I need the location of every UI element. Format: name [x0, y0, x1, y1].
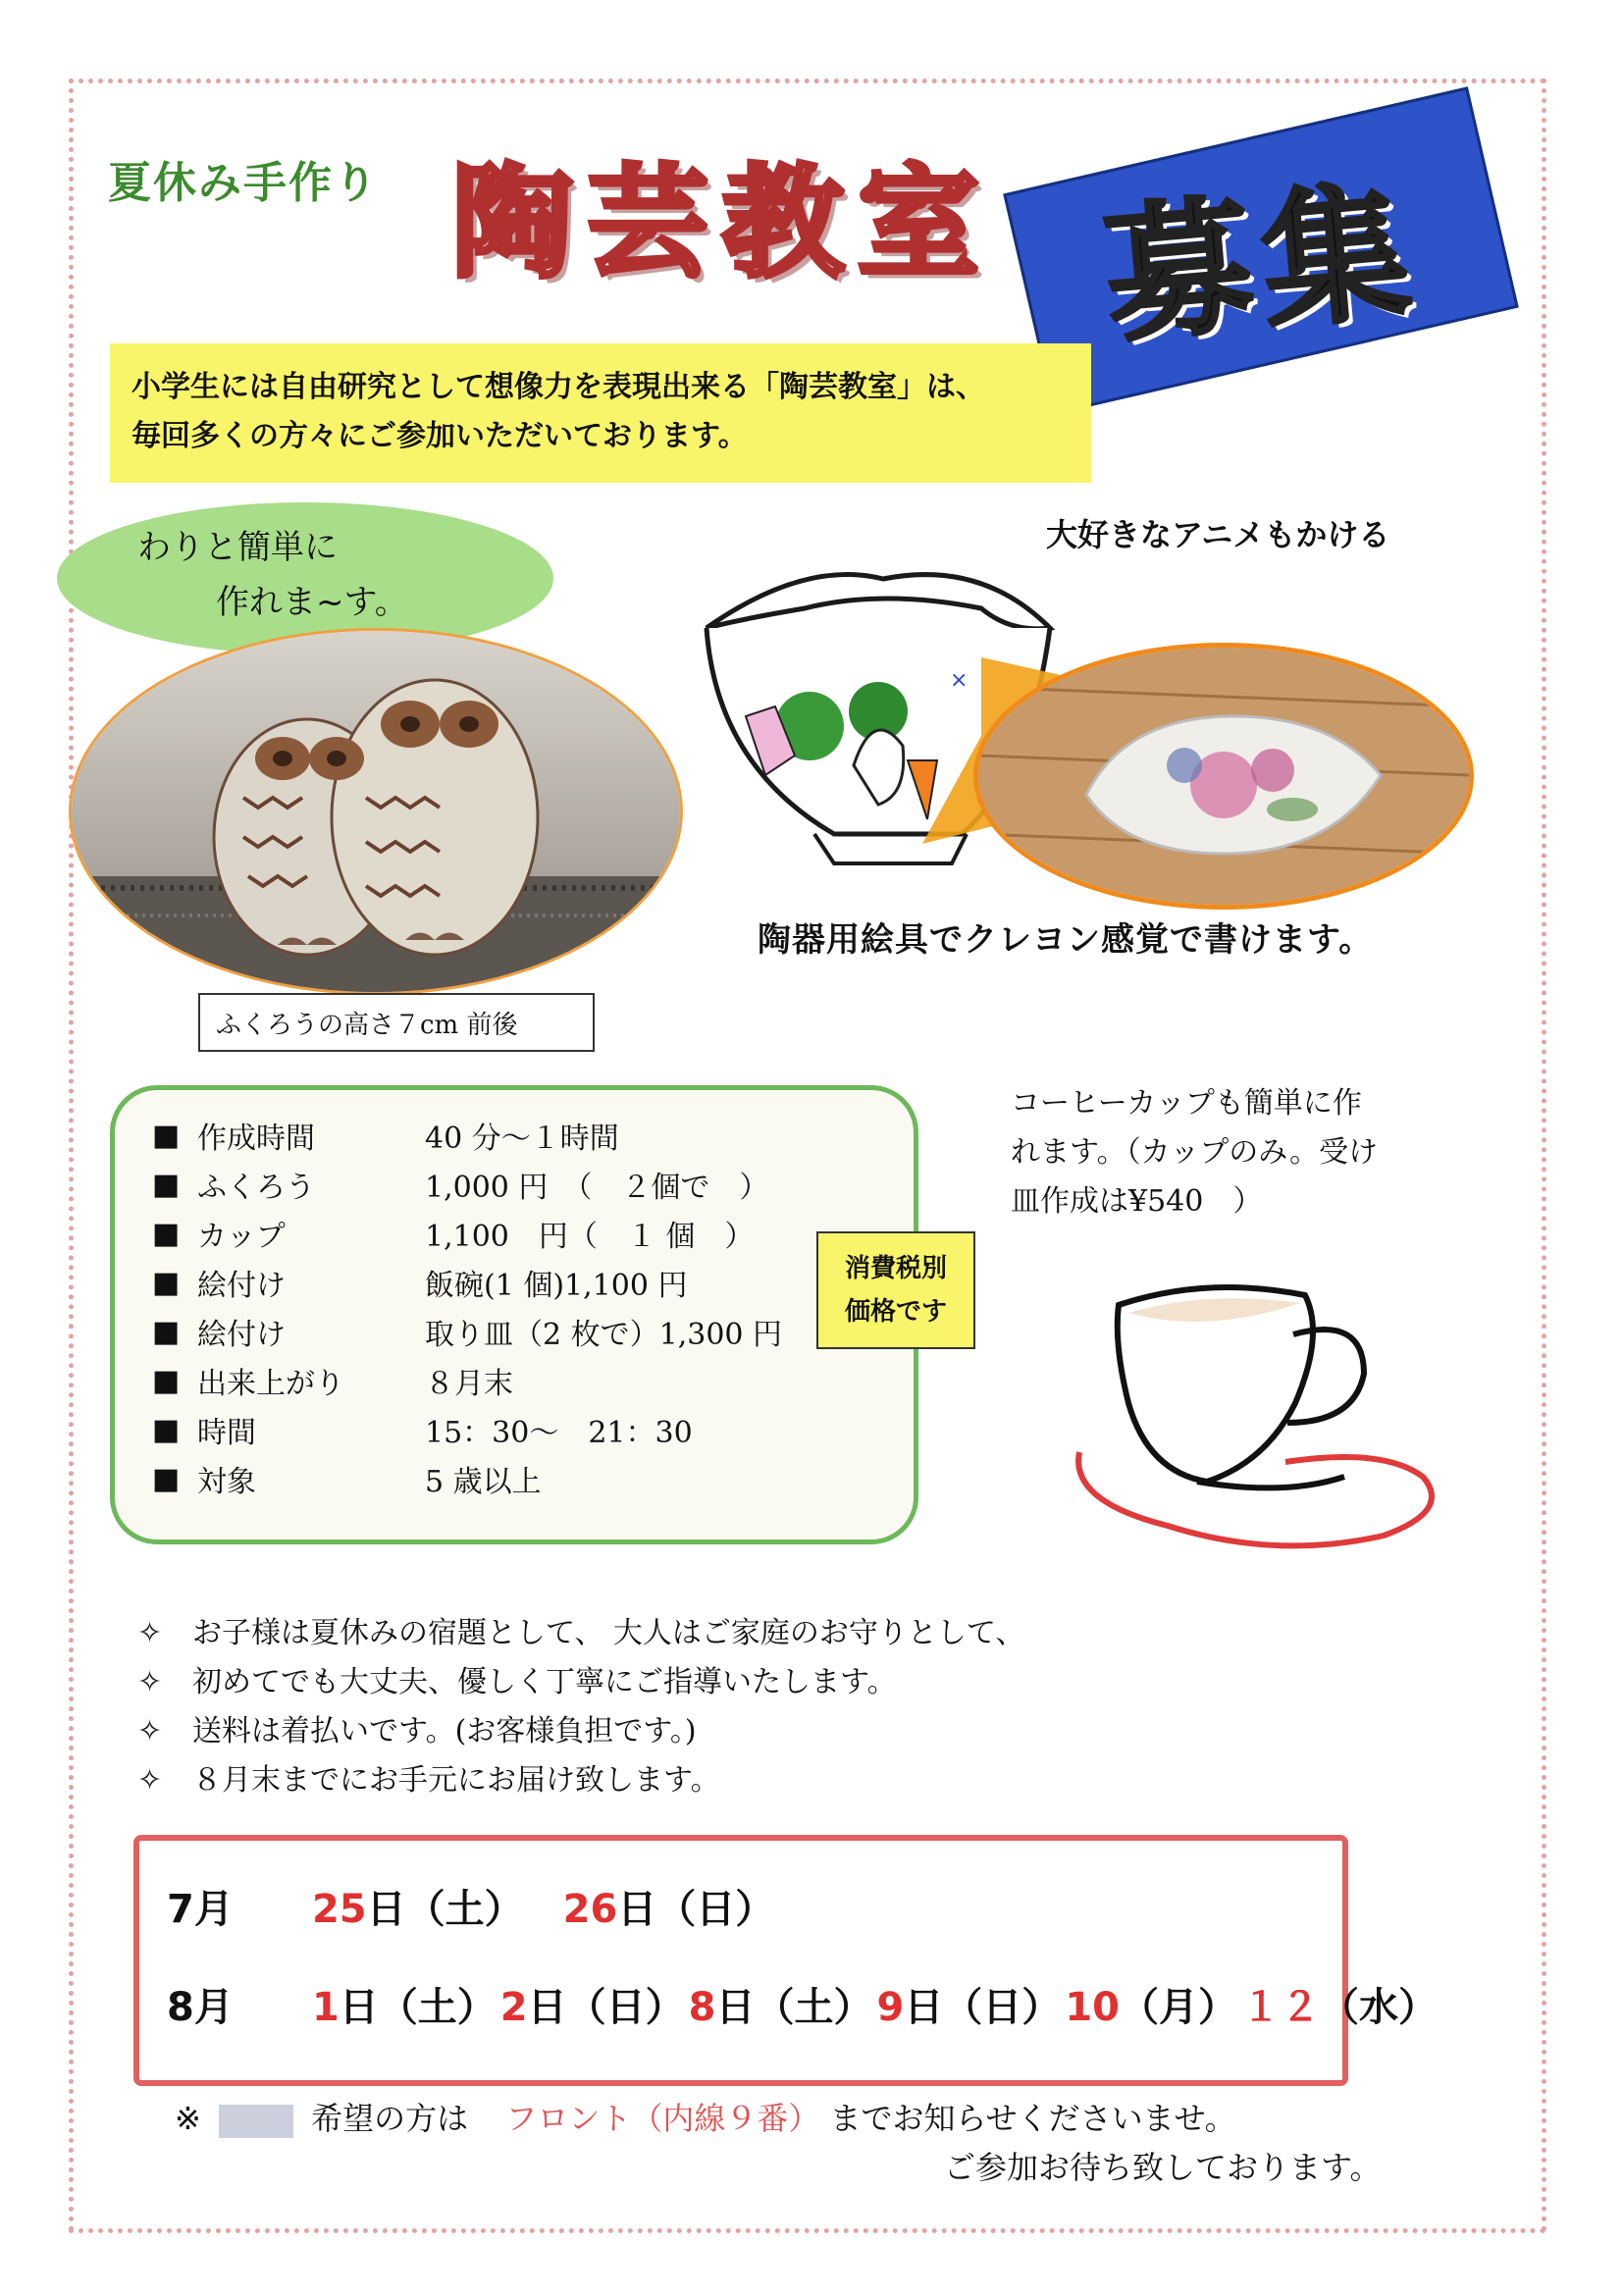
info-value: 15：30～ 21：30 — [425, 1416, 693, 1450]
footer-highlight: フロント（内線９番） — [505, 2100, 820, 2137]
coffee-line-1: コーヒーカップも簡単に作 — [1011, 1086, 1362, 1121]
redacted-block — [219, 2105, 293, 2138]
bubble-line-2: 作れま~す。 — [216, 583, 408, 622]
info-row — [152, 1210, 754, 1257]
info-key: 作成時間 — [197, 1122, 315, 1156]
info-key: 出来上がり — [197, 1367, 344, 1401]
footer-line-1 — [175, 2094, 1236, 2139]
july-days — [312, 1887, 813, 1932]
intro-box — [110, 343, 1091, 483]
bubble-line-1: わりと簡単に — [137, 528, 338, 567]
month-label: 8月 — [167, 1985, 234, 2030]
square-bullet-icon: ■ — [152, 1216, 181, 1251]
tax-note-line-2: 価格です — [844, 1297, 947, 1327]
info-value: 40 分～１時間 — [425, 1122, 619, 1156]
info-value: 5 歳以上 — [425, 1465, 542, 1499]
day-number: 9 — [876, 1985, 905, 2030]
schedule-day — [312, 1985, 497, 2030]
coffee-text — [1011, 1079, 1442, 1226]
info-box — [110, 1085, 918, 1544]
day-number: 8 — [688, 1985, 716, 2030]
speech-bubble-text — [137, 520, 408, 630]
square-bullet-icon: ■ — [152, 1118, 181, 1153]
info-row — [152, 1455, 542, 1502]
day-number: 10 — [1065, 1985, 1120, 2030]
note-text: 初めてでも大丈夫、優しく丁寧にご指導いたします。 — [192, 1665, 897, 1699]
note-item — [137, 1707, 1024, 1756]
info-key: 絵付け — [197, 1318, 286, 1352]
square-bullet-icon: ■ — [152, 1412, 181, 1447]
coffee-line-3: 皿作成は¥540 ） — [1011, 1184, 1263, 1219]
schedule-july — [167, 1878, 813, 1934]
schedule-day — [312, 1887, 524, 1932]
note-text: 送料は着払いです。(お客様負担です。) — [192, 1714, 697, 1748]
sparkle-bullet-icon: ✧ — [137, 1763, 163, 1798]
schedule-box — [133, 1835, 1438, 2086]
schedule-day — [500, 1985, 685, 2030]
sparkle-bullet-icon: ✧ — [137, 1665, 163, 1699]
sparkle-bullet-icon: ✧ — [137, 1616, 163, 1650]
tax-note — [816, 1231, 975, 1349]
recruiting-badge-text: 募集 — [1098, 165, 1427, 364]
day-weekday: （水） — [1319, 1985, 1438, 2030]
info-value: 取り皿（2 枚で）1,300 円 — [425, 1318, 783, 1352]
page-title: 陶芸教室 — [451, 152, 994, 294]
svg-text:×: × — [950, 668, 969, 693]
note-item — [137, 1658, 1024, 1707]
info-value: 1,000 円 （ ２個で ） — [425, 1171, 769, 1205]
square-bullet-icon: ■ — [152, 1363, 181, 1398]
subtitle: 夏休み手作り — [108, 158, 379, 208]
plate-photo-image — [978, 648, 1469, 905]
sparkle-bullet-icon: ✧ — [137, 1714, 163, 1748]
coffee-cup-drawing — [1060, 1276, 1452, 1560]
schedule-august — [167, 1976, 1441, 2032]
owl-photo — [69, 628, 683, 995]
day-weekday: 日（日） — [617, 1887, 775, 1932]
footer-mark: ※ — [175, 2100, 201, 2137]
day-number: 2 — [499, 1985, 528, 2030]
info-row — [152, 1161, 768, 1208]
note-text: ８月末までにお手元にお届け致します。 — [192, 1763, 720, 1798]
day-weekday: 日（土） — [339, 1985, 497, 2030]
tax-note-line-1: 消費税別 — [844, 1254, 947, 1283]
info-key: 時間 — [197, 1416, 256, 1450]
month-label: 7月 — [167, 1887, 234, 1932]
info-row — [152, 1406, 693, 1453]
schedule-day — [876, 1985, 1061, 2030]
info-row — [152, 1112, 619, 1159]
crayon-label: 陶器用絵具でクレヨン感覚で書けます。 — [758, 920, 1374, 960]
schedule-day — [689, 1985, 873, 2030]
square-bullet-icon: ■ — [152, 1265, 181, 1300]
square-bullet-icon: ■ — [152, 1314, 181, 1349]
info-row — [152, 1357, 513, 1404]
square-bullet-icon: ■ — [152, 1167, 181, 1202]
anime-label: 大好きなアニメもかける — [1046, 516, 1390, 553]
owl-caption: ふくろうの高さ７cm 前後 — [198, 993, 595, 1052]
day-weekday: 日（土） — [715, 1985, 873, 2030]
day-number: １２ — [1240, 1985, 1320, 2030]
footer-line-2: ご参加お待ち致しております。 — [944, 2149, 1382, 2186]
day-weekday: 日（日） — [527, 1985, 685, 2030]
notes-list — [137, 1609, 1024, 1805]
schedule-day — [1241, 1985, 1438, 2030]
schedule-day — [1065, 1985, 1237, 2030]
notes-rows — [137, 1609, 1024, 1805]
info-key: カップ — [197, 1220, 286, 1254]
intro-line-1: 小学生には自由研究として想像力を表現出来る「陶芸教室」は、 — [131, 370, 985, 404]
info-value: 飯碗(1 個)1,100 円 — [425, 1269, 688, 1303]
intro-line-2: 毎回多くの方々にご参加いただいております。 — [131, 419, 748, 453]
coffee-line-2: れます。（カップのみ。受け — [1011, 1135, 1379, 1170]
day-number: 1 — [311, 1985, 340, 2030]
owl-photo-image — [72, 631, 680, 992]
august-days — [312, 1985, 1441, 2030]
square-bullet-icon: ■ — [152, 1461, 181, 1496]
day-weekday: 日（土） — [366, 1887, 524, 1932]
day-number: 26 — [562, 1887, 618, 1932]
day-weekday: 日（日） — [904, 1985, 1062, 2030]
info-value: 1,100 円（ １ 個 ） — [425, 1220, 755, 1254]
info-value: ８月末 — [425, 1367, 513, 1401]
schedule-day — [563, 1887, 775, 1932]
info-row — [152, 1308, 782, 1355]
info-key: 絵付け — [197, 1269, 286, 1303]
footer-pre: 希望の方は — [311, 2100, 469, 2137]
day-weekday: （月） — [1119, 1985, 1237, 2030]
note-item — [137, 1609, 1024, 1658]
info-row — [152, 1259, 687, 1306]
plate-photo — [973, 643, 1474, 910]
note-text: お子様は夏休みの宿題として、 大人はご家庭のお守りとして、 — [192, 1616, 1025, 1650]
footer-post: までお知らせくださいませ。 — [829, 2100, 1236, 2137]
info-key: ふくろう — [197, 1171, 315, 1205]
info-key: 対象 — [197, 1465, 256, 1499]
day-number: 25 — [311, 1887, 367, 1932]
note-item — [137, 1756, 1024, 1805]
